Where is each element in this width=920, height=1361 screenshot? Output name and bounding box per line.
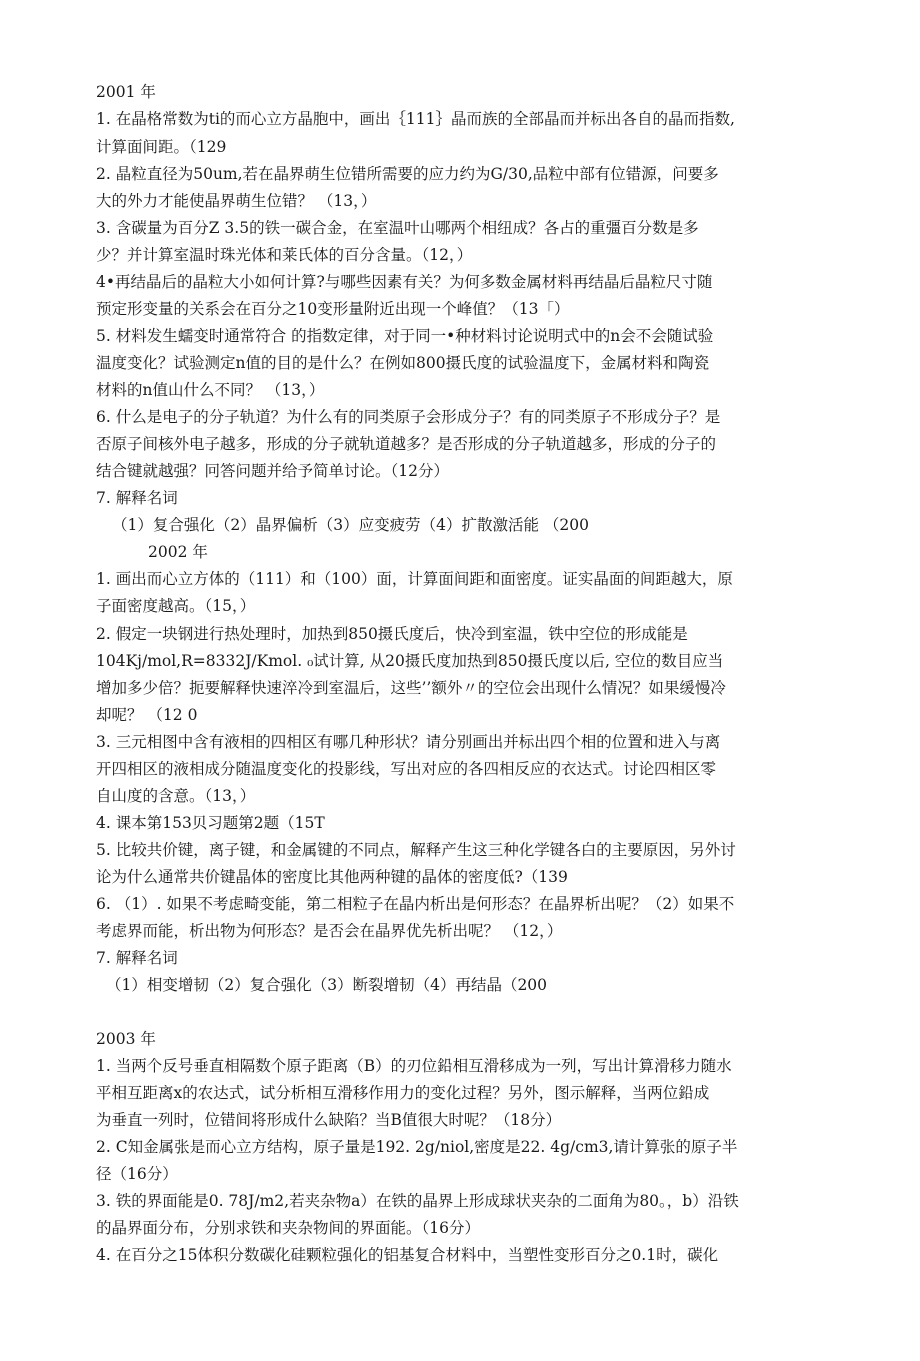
text-line: 却呢？ （12 0 [96, 706, 198, 724]
text-line: 1. 在晶格常数为ti的而心立方晶胞中，画出｛111｝晶而族的全部晶而并标出各自的晶而指数, [96, 110, 735, 128]
year-heading-2002: 2002 年 [148, 543, 208, 561]
text-line: 7. 解释名词 [96, 949, 178, 967]
text-line: 2. 晶粒直径为50um,若在晶界萌生位错所需要的应力约为G/30,品粒中部有位错源，问要多 [96, 165, 719, 183]
text-line: （1）复合强化（2）晶界偏析（3）应变疲劳（4）扩散激活能 （200 [112, 516, 589, 534]
text-line: 子面密度越高。（15，） [96, 597, 256, 615]
text-line: 6. 什么是电子的分子轨道？为什么有的同类原子会形成分子？有的同类原子不形成分子？是 [96, 408, 721, 426]
text-line: 少？并计算室温时珠光体和莱氏体的百分含量。（12，） [96, 246, 473, 264]
text-line: 大的外力才能使晶界萌生位错？ （13，） [96, 192, 377, 210]
text-line: 1. 画出而心立方体的（111）和（100）面，计算面间距和面密度。证实晶面的间距越大，原 [96, 570, 733, 588]
year-heading-2003: 2003 年 [96, 1030, 156, 1048]
text-line: 自山度的含意。（13，） [96, 787, 256, 805]
text-line: 材料的n值山什么不同？ （13，） [96, 381, 325, 399]
text-line: 5. 比较共价键，离子键，和金属键的不同点，解释产生这三种化学键各白的主要原因，另外讨 [96, 841, 736, 859]
year-heading-2001: 2001 年 [96, 83, 156, 101]
text-line: 结合键就越强？冋答问题并给予简单讨论。（12分） [96, 462, 449, 480]
text-line: 7. 解释名词 [96, 489, 178, 507]
text-line: 3. 三元相图中含有液相的四相区有哪几种形状？请分别画出并标出四个相的位置和进入与离 [96, 733, 721, 751]
text-line: 考虑界而能，析出物为何形态？是否会在晶界优先析出呢？ （12，） [96, 922, 563, 940]
text-line: 2. 假定一块钢进行热处理时，加热到850摄氏度后，快冷到室温，铁中空位的形成能是 [96, 625, 688, 643]
text-line: 否原子间核外电子越多，形成的分子就轨道越多？是否形成的分子轨道越多，形成的分子的 [96, 435, 717, 453]
text-line: 4. 在百分之15体积分数碳化硅颗粒强化的铝基复合材料中，当塑性变形百分之0.1时，碳化 [96, 1246, 719, 1264]
text-line: 104Kj/mol,R=8332J/Kmol. ₀试计算, 从20摄氏度加热到850摄氏度以后, 空位的数目应当 [96, 652, 724, 670]
text-line: （1）相变增韧（2）复合强化（3）断裂增韧（4）再结晶（200 [106, 976, 548, 994]
text-line: 论为什么通常共价键晶体的密度比其他两种键的晶体的密度低?（139 [96, 868, 568, 886]
text-line: 6. （1）. 如果不考虑畸变能，第二相粒子在晶内析出是何形态？在晶界析出呢？（2）如果不 [96, 895, 735, 913]
text-line: 预定形变量的关系会在百分之10变形量附近出现一个峰值？（13「） [96, 300, 570, 318]
text-line: 4. 课本第153贝习题第2题（15T [96, 814, 325, 832]
text-line: 开四相区的液相成分随温度变化的投影线，写出对应的各四相反应的衣达式。讨论四相区零 [96, 760, 717, 778]
text-line: 3. 含碳量为百分Z 3.5的铁一碳合金，在室温叶山哪两个相纽成？各占的重彊百分数是多 [96, 219, 699, 237]
text-line: 温度变化？试验测定n值的目的是什么？在例如800摄氏度的试验温度下，金属材料和陶瓷 [96, 354, 710, 372]
text-line: 3. 铁的界面能是0. 78J/m2,若夹杂物a）在铁的晶界上形成球状夹杂的二面角为80。，b）沿铁 [96, 1192, 739, 1210]
text-line: 1. 当两个反号垂直相隔数个原子距离（B）的刃位鉛相互滑移成为一列，写出计算滑移力随水 [96, 1057, 732, 1075]
text-line: 的晶界面分布，分别求铁和夹杂物间的界面能。（16分） [96, 1219, 480, 1237]
text-line: 4•再结晶后的晶粒大小如何计算?与哪些因素有关？为何多数金属材料再结晶后晶粒尺寸随 [96, 273, 713, 291]
text-line: 径（16分） [96, 1165, 178, 1183]
text-line: 2. C知金属张是而心立方结构，原子量是192. 2g/niol,密度是22. 4g/cm3,请计算张的原子半 [96, 1138, 738, 1156]
text-line: 计算面间距。（129 [96, 138, 227, 156]
text-line: 为垂直一列时，位错间将形成什么缺陷？当B值很大时呢？（18分） [96, 1111, 562, 1129]
text-line: 5. 材料发生蠕变时通常符合 的指数定律，对于同一•种材料讨论说明式中的n会不会随试验 [96, 327, 714, 345]
text-line: 增加多少倍？扼要解释快速淬冷到室温后，这些’’额外〃的空位会出现什么情况？如果缓慢冷 [96, 679, 726, 697]
text-line: 平相互距离x的农达式，试分析相互滑移作用力的变化过程？另外，图示解释，当两位鉛成 [96, 1084, 710, 1102]
